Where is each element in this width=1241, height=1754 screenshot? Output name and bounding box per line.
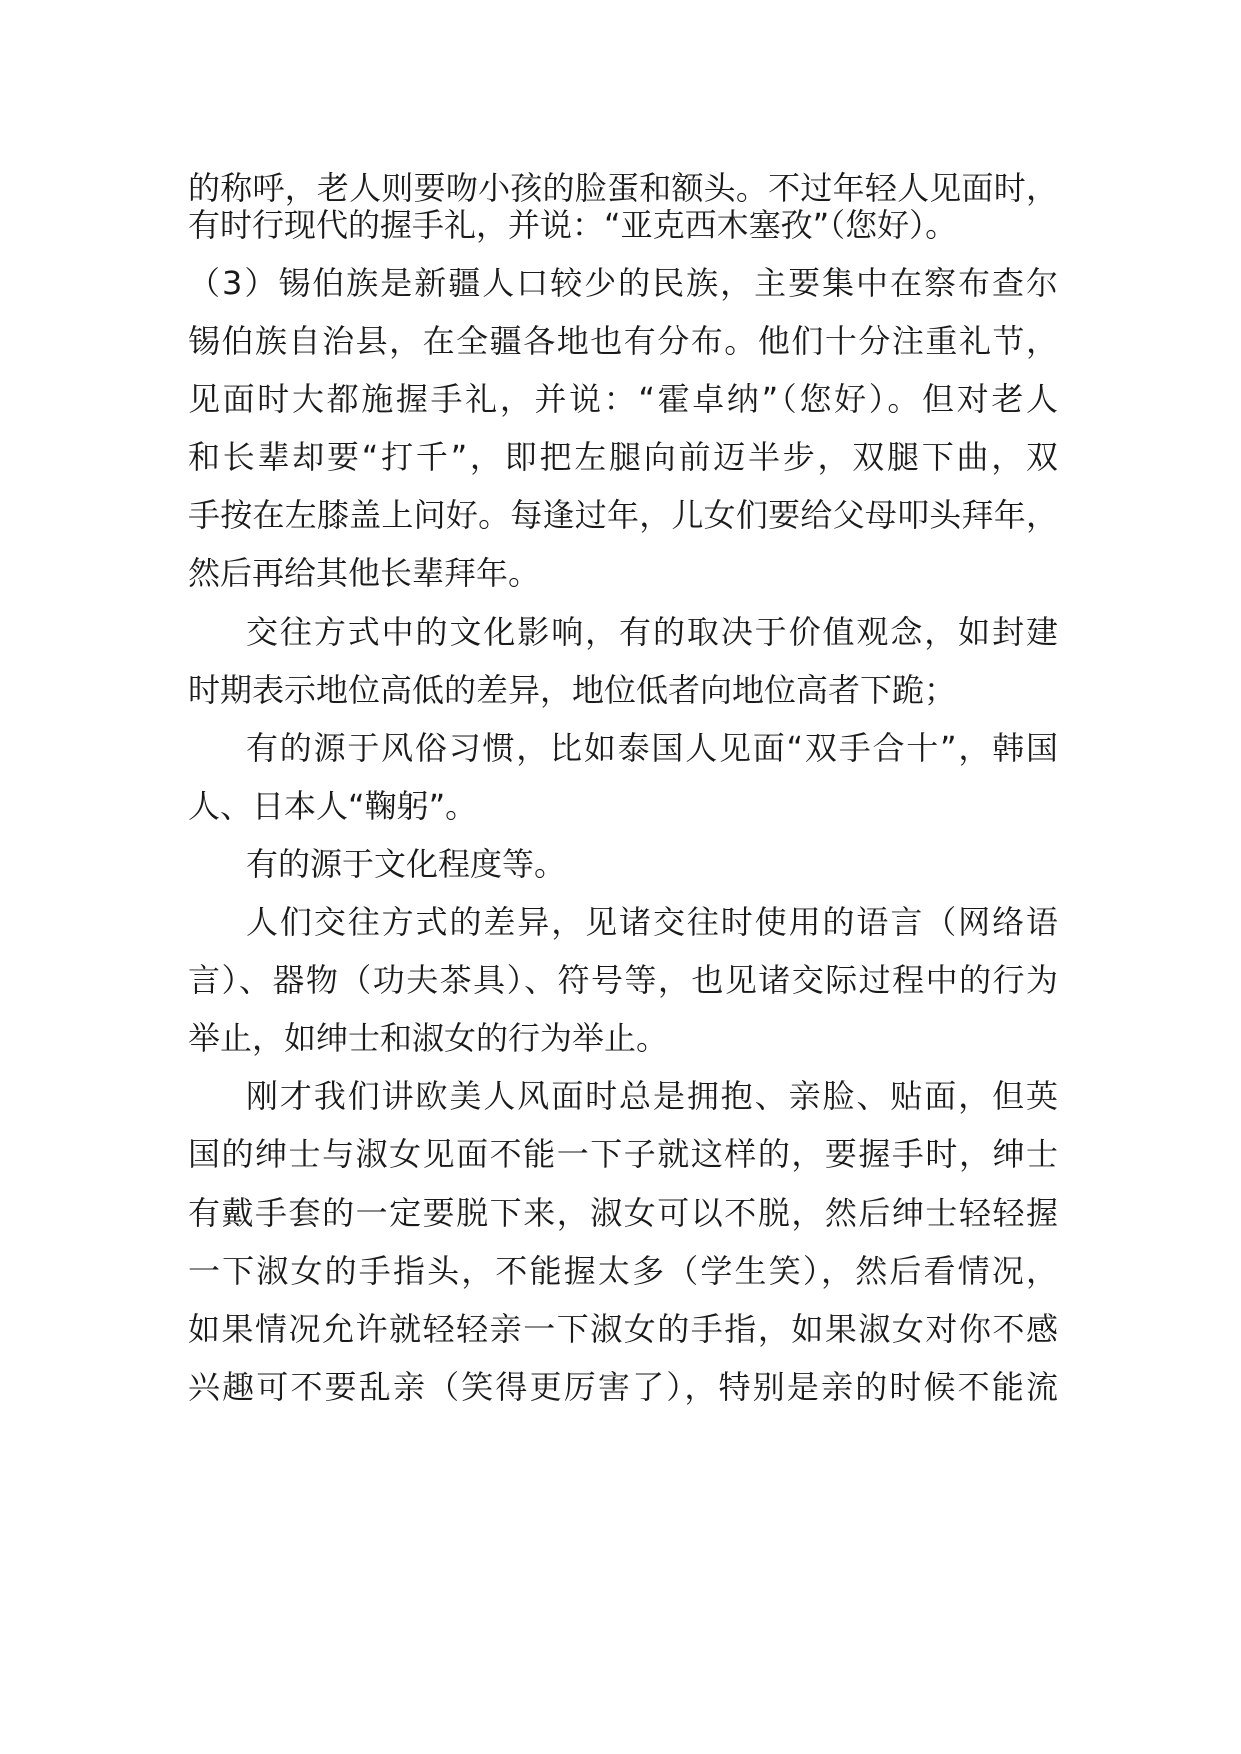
text-line: 兴趣可不要乱亲（笑得更厉害了），特别是亲的时候不能流 [188, 1368, 1058, 1406]
text-line: 一下淑女的手指头，不能握太多（学生笑），然后看情况， [188, 1252, 1058, 1290]
paragraph-first-line: 有的源于文化程度等。 [246, 845, 567, 883]
text-line: 和长辈却要“打千”，即把左腿向前迈半步，双腿下曲，双 [188, 438, 1058, 476]
text-line: 然后再给其他长辈拜年。 [188, 554, 541, 592]
paragraph-first-line: 人们交往方式的差异，见诸交往时使用的语言（网络语 [246, 903, 1058, 941]
text-line: 时期表示地位高低的差异，地位低者向地位高者下跪； [188, 671, 957, 709]
text-line: （3）锡伯族是新疆人口较少的民族，主要集中在察布查尔 [188, 264, 1058, 302]
paragraph-first-line: 有的源于风俗习惯，比如泰国人见面“双手合十”，韩国 [246, 729, 1058, 767]
text-line: 国的绅士与淑女见面不能一下子就这样的，要握手时，绅士 [188, 1135, 1058, 1173]
text-line: 人、日本人“鞠躬”。 [188, 787, 478, 825]
text-line: 锡伯族自治县，在全疆各地也有分布。他们十分注重礼节， [188, 322, 1058, 360]
text-line: 的称呼，老人则要吻小孩的脸蛋和额头。不过年轻人见面时， [188, 169, 1058, 207]
text-line: 有时行现代的握手礼，并说：“亚克西木塞孜”（您好）。 [188, 206, 958, 244]
text-line: 言）、器物（功夫茶具）、符号等，也见诸交际过程中的行为 [188, 961, 1058, 999]
text-line: 见面时大都施握手礼，并说：“霍卓纳”（您好）。但对老人 [188, 380, 1058, 418]
text-line: 如果情况允许就轻轻亲一下淑女的手指，如果淑女对你不感 [188, 1310, 1058, 1348]
text-line: 有戴手套的一定要脱下来，淑女可以不脱，然后绅士轻轻握 [188, 1194, 1058, 1232]
paragraph-first-line: 交往方式中的文化影响，有的取决于价值观念，如封建 [246, 613, 1058, 651]
text-line: 手按在左膝盖上问好。每逢过年，儿女们要给父母叩头拜年， [188, 496, 1058, 534]
paragraph-first-line: 刚才我们讲欧美人风面时总是拥抱、亲脸、贴面，但英 [246, 1077, 1058, 1115]
text-line: 举止，如绅士和淑女的行为举止。 [188, 1019, 669, 1057]
